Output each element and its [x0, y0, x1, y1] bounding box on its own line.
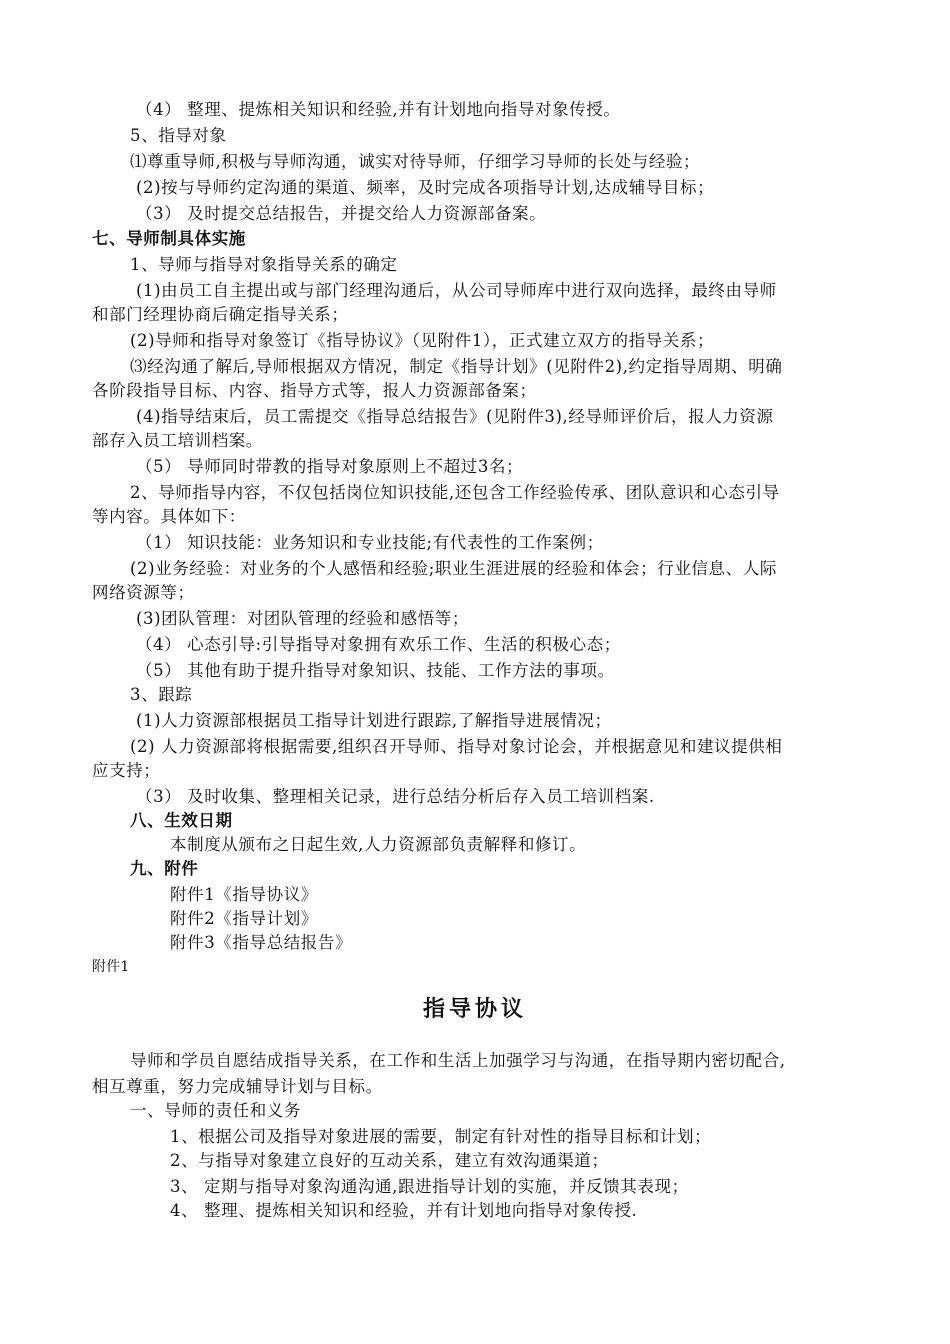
list-item-submit-report: （3） 及时提交总结报告，并提交给人力资源部备案。: [136, 204, 547, 223]
paragraph-line: 等内容。具体如下：: [92, 507, 246, 526]
paragraph-line: 各阶段指导目标、内容、指导方式等，报人力资源部备案；: [92, 381, 537, 400]
paragraph-line: 和部门经理协商后确定指导关系；: [92, 305, 349, 324]
subsection-mentor-duties: 一、导师的责任和义务: [130, 1101, 301, 1120]
paragraph-line: （1） 知识技能：业务知识和专业技能;有代表性的工作案例；: [136, 533, 604, 552]
section-heading-9: 九、附件: [130, 859, 199, 878]
list-item: 3、 定期与指导对象沟通沟通,跟进指导计划的实施，并反馈其表现；: [170, 1177, 689, 1196]
paragraph-line: 网络资源等；: [92, 583, 195, 602]
annex-item-3: 附件3《指导总结报告》: [170, 933, 353, 952]
page-title: 指导协议: [422, 996, 527, 1022]
annex-label: 附件1: [92, 959, 130, 975]
paragraph-line: 本制度从颁布之日起生效,人力资源部负责解释和修订。: [170, 835, 587, 854]
paragraph-line: (2)导师和指导对象签订《指导协议》（见附件1），正式建立双方的指导关系；: [130, 331, 715, 350]
paragraph-line: （5） 导师同时带教的指导对象原则上不超过3名；: [136, 457, 524, 476]
paragraph-line: ⑶经沟通了解后,导师根据双方情况，制定《指导计划》(见附件2),约定指导周期、明确: [130, 357, 783, 376]
subsection-mentee: 5、指导对象: [130, 126, 227, 145]
paragraph-line: (1)由员工自主提出或与部门经理沟通后，从公司导师库中进行双向选择，最终由导师: [136, 281, 777, 300]
paragraph-line: 部存入员工培训档案。: [92, 431, 263, 450]
paragraph-line: 相互尊重，努力完成辅导计划与目标。: [92, 1077, 383, 1096]
paragraph-line: （5） 其他有助于提升指导对象知识、技能、工作方法的事项。: [136, 661, 615, 680]
paragraph-line: (4)指导结束后，员工需提交《指导总结报告》(见附件3),经导师评价后，报人力资源: [136, 407, 774, 426]
paragraph-line: （4） 心态引导:引导指导对象拥有欢乐工作、生活的积极心态；: [136, 635, 621, 654]
list-item: 2、与指导对象建立良好的互动关系，建立有效沟通渠道；: [170, 1151, 609, 1170]
list-item-4-summarize: （4） 整理、提炼相关知识和经验,并有计划地向指导对象传授。: [136, 100, 621, 119]
paragraph-line: 应支持；: [92, 761, 161, 780]
list-item: 4、 整理、提炼相关知识和经验，并有计划地向指导对象传授.: [170, 1201, 638, 1220]
subsection-content: 2、导师指导内容，不仅包括岗位知识技能,还包含工作经验传承、团队意识和心态引导: [130, 483, 780, 502]
annex-item-1: 附件1《指导协议》: [170, 885, 318, 904]
subsection-tracking: 3、跟踪: [130, 685, 193, 704]
paragraph-line: (2) 人力资源部将根据需要,组织召开导师、指导对象讨论会，并根据意见和建议提供相: [130, 737, 783, 756]
paragraph-line: (1)人力资源部根据员工指导计划进行跟踪,了解指导进展情况；: [136, 711, 612, 730]
paragraph-line: （3） 及时收集、整理相关记录，进行总结分析后存入员工培训档案.: [136, 787, 655, 806]
annex-item-2: 附件2《指导计划》: [170, 909, 318, 928]
paragraph-line: (3)团队管理：对团队管理的经验和感悟等；: [136, 609, 469, 628]
list-item-follow-plan: (2)按与导师约定沟通的渠道、频率，及时完成各项指导计划,达成辅导目标；: [136, 178, 715, 197]
paragraph-line: (2)业务经验：对业务的个人感悟和经验;职业生涯进展的经验和体会；行业信息、人际: [130, 559, 777, 578]
list-item: 1、根据公司及指导对象进展的需要，制定有针对性的指导目标和计划；: [170, 1127, 712, 1146]
list-item-respect-mentor: ⑴尊重导师,积极与导师沟通，诚实对待导师，仔细学习导师的长处与经验；: [130, 152, 701, 171]
paragraph-line: 导师和学员自愿结成指导关系，在工作和生活上加强学习与沟通，在指导期内密切配合,: [130, 1051, 786, 1070]
section-heading-7: 七、导师制具体实施: [92, 229, 246, 248]
subsection-relationship: 1、导师与指导对象指导关系的确定: [130, 255, 398, 274]
section-heading-8: 八、生效日期: [130, 811, 233, 830]
